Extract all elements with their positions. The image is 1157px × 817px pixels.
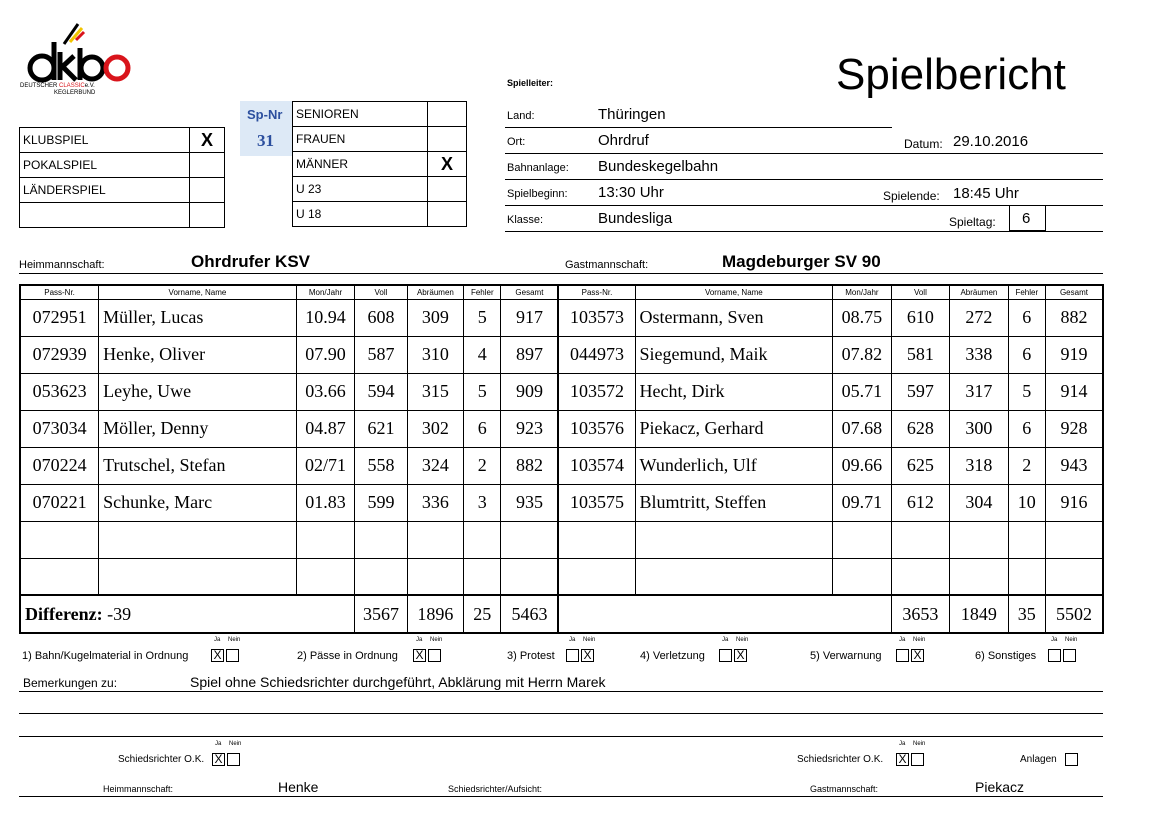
type-mark[interactable] [190, 203, 225, 228]
check-ja-checkbox[interactable] [566, 649, 579, 662]
ja-label: Ja [1051, 637, 1058, 643]
home-fehler-cell[interactable] [464, 521, 501, 558]
guest-voll-cell[interactable] [891, 558, 949, 595]
home-abraeumen-cell[interactable]: 302 [407, 410, 463, 447]
guest-monjahr-cell[interactable]: 07.68 [833, 410, 891, 447]
guest-name-cell[interactable]: Wunderlich, Ulf [635, 447, 833, 484]
home-pass-cell[interactable]: 073034 [20, 410, 99, 447]
home-pass-cell[interactable] [20, 521, 99, 558]
home-abraeumen-cell[interactable]: 309 [407, 299, 463, 336]
guest-monjahr-cell[interactable]: 07.82 [833, 336, 891, 373]
guest-gesamt-cell[interactable]: 916 [1045, 484, 1103, 521]
category-mark[interactable] [428, 127, 467, 152]
guest-voll-cell[interactable]: 628 [891, 410, 949, 447]
guest-pass-cell[interactable]: 103576 [558, 410, 635, 447]
land-value[interactable]: Thüringen [598, 106, 666, 123]
home-monjahr-cell[interactable]: 04.87 [296, 410, 354, 447]
table-row [20, 521, 1103, 558]
ja-label: Ja [214, 637, 221, 643]
table-row [20, 484, 1103, 521]
guest-voll-cell[interactable]: 581 [891, 336, 949, 373]
category-label: MÄNNER [293, 152, 428, 177]
guest-name-cell[interactable]: Ostermann, Sven [635, 299, 833, 336]
land-label: Land: [507, 110, 535, 122]
category-mark[interactable] [428, 102, 467, 127]
home-fehler-cell[interactable]: 5 [464, 373, 501, 410]
guest-abraeumen-cell[interactable]: 300 [950, 410, 1008, 447]
home-pass-cell[interactable] [20, 558, 99, 595]
home-abraeumen-cell[interactable]: 310 [407, 336, 463, 373]
beginn-label: Spielbeginn: [507, 188, 568, 200]
klasse-value[interactable]: Bundesliga [598, 210, 673, 227]
guest-total-spacer [558, 595, 891, 633]
guest-gesamt-cell[interactable] [1045, 558, 1103, 595]
table-row [20, 373, 1103, 410]
spnr-value: 31 [257, 131, 274, 150]
guest-pass-cell[interactable]: 103574 [558, 447, 635, 484]
ende-label: Spielende: [883, 189, 940, 203]
home-voll-cell[interactable] [355, 521, 407, 558]
spnr-label: Sp-Nr [247, 107, 283, 122]
footer-sr-label: Schiedsrichter/Aufsicht: [448, 784, 543, 794]
home-name-cell[interactable] [99, 521, 297, 558]
guest-name-cell[interactable]: Blumtritt, Steffen [635, 484, 833, 521]
guest-monjahr-cell[interactable]: 09.66 [833, 447, 891, 484]
check-label: 6) Sonstiges [975, 650, 1037, 662]
home-name-cell[interactable]: Henke, Oliver [99, 336, 297, 373]
home-monjahr-cell[interactable]: 01.83 [296, 484, 354, 521]
home-voll-cell[interactable]: 594 [355, 373, 407, 410]
check-label: 1) Bahn/Kugelmaterial in Ordnung [22, 650, 189, 662]
home-abraeumen-cell[interactable] [407, 521, 463, 558]
guest-total-voll[interactable]: 3653 [891, 595, 949, 633]
guest-abraeumen-cell[interactable] [950, 521, 1008, 558]
diff-label: Differenz: [25, 603, 103, 624]
totals-row [20, 595, 1103, 633]
home-team-name[interactable]: Ohrdrufer KSV [191, 252, 311, 271]
guest-abraeumen-cell[interactable]: 317 [950, 373, 1008, 410]
home-abraeumen-cell[interactable] [407, 558, 463, 595]
col-header: Vorname, Name [99, 285, 297, 299]
table-row [20, 558, 1103, 595]
type-label: POKALSPIEL [20, 153, 190, 178]
ja-label: Ja [215, 741, 222, 747]
sr-ok-right-nein-checkbox[interactable] [911, 753, 924, 766]
guest-pass-cell[interactable]: 103575 [558, 484, 635, 521]
guest-pass-cell[interactable]: 044973 [558, 336, 635, 373]
col-header: Pass-Nr. [558, 285, 635, 299]
col-header: Gesamt [1045, 285, 1103, 299]
col-header: Mon/Jahr [296, 285, 354, 299]
home-total-fehler[interactable]: 25 [464, 595, 501, 633]
remarks-label: Bemerkungen zu: [23, 676, 118, 690]
nein-label: Nein [228, 637, 241, 643]
check-ja-checkbox[interactable]: X [211, 649, 224, 662]
home-monjahr-cell[interactable] [296, 558, 354, 595]
datum-label: Datum: [904, 137, 943, 151]
guest-total-abraeumen[interactable]: 1849 [950, 595, 1008, 633]
guest-total-gesamt[interactable]: 5502 [1045, 595, 1103, 633]
category-mark[interactable] [428, 202, 467, 227]
home-gesamt-cell[interactable]: 882 [501, 447, 558, 484]
sr-ok-left-nein-checkbox[interactable] [227, 753, 240, 766]
nein-label: Nein [229, 741, 242, 747]
home-monjahr-cell[interactable]: 02/71 [296, 447, 354, 484]
type-mark[interactable] [190, 153, 225, 178]
nein-label: Nein [913, 637, 926, 643]
home-abraeumen-cell[interactable]: 324 [407, 447, 463, 484]
home-pass-cell[interactable]: 072951 [20, 299, 99, 336]
checks-row [0, 636, 1157, 666]
nein-label: Nein [913, 741, 926, 747]
guest-name-cell[interactable] [635, 558, 833, 595]
col-header: Voll [891, 285, 949, 299]
footer-guest-sign[interactable]: Piekacz [975, 779, 1025, 795]
footer-guest-label: Gastmannschaft: [810, 784, 879, 794]
col-header: Abräumen [407, 285, 463, 299]
home-fehler-cell[interactable]: 6 [464, 410, 501, 447]
guest-name-cell[interactable] [635, 521, 833, 558]
check-nein-checkbox[interactable] [226, 649, 239, 662]
game-type-table [19, 127, 225, 228]
guest-abraeumen-cell[interactable] [950, 558, 1008, 595]
klasse-label: Klasse: [507, 214, 544, 226]
guest-team-label: Gastmannschaft: [565, 259, 649, 271]
home-name-cell[interactable]: Möller, Denny [99, 410, 297, 447]
type-label [20, 203, 190, 228]
home-voll-cell[interactable]: 587 [355, 336, 407, 373]
guest-voll-cell[interactable]: 625 [891, 447, 949, 484]
home-fehler-cell[interactable] [464, 558, 501, 595]
home-gesamt-cell[interactable]: 909 [501, 373, 558, 410]
home-name-cell[interactable]: Trutschel, Stefan [99, 447, 297, 484]
home-monjahr-cell[interactable] [296, 521, 354, 558]
footer-home-label: Heimmannschaft: [103, 784, 174, 794]
col-header: Vorname, Name [635, 285, 833, 299]
nein-label: Nein [430, 637, 443, 643]
guest-abraeumen-cell[interactable]: 338 [950, 336, 1008, 373]
ja-label: Ja [416, 637, 423, 643]
ort-label: Ort: [507, 136, 526, 148]
type-mark[interactable] [190, 178, 225, 203]
home-pass-cell[interactable]: 072939 [20, 336, 99, 373]
guest-monjahr-cell[interactable] [833, 521, 891, 558]
guest-monjahr-cell[interactable]: 05.71 [833, 373, 891, 410]
home-monjahr-cell[interactable]: 07.90 [296, 336, 354, 373]
col-header: Fehler [1008, 285, 1045, 299]
guest-fehler-cell[interactable]: 6 [1008, 299, 1045, 336]
check-label: 5) Verwarnung [810, 650, 882, 662]
home-monjahr-cell[interactable]: 10.94 [296, 299, 354, 336]
table-row [20, 299, 1103, 336]
guest-voll-cell[interactable]: 612 [891, 484, 949, 521]
guest-total-fehler[interactable]: 35 [1008, 595, 1045, 633]
category-table [292, 101, 467, 227]
col-header: Gesamt [501, 285, 558, 299]
spieltag-value[interactable]: 6 [1022, 210, 1031, 227]
home-name-cell[interactable]: Schunke, Marc [99, 484, 297, 521]
bahn-label: Bahnanlage: [507, 162, 569, 174]
table-row [20, 410, 1103, 447]
category-label: U 23 [293, 177, 428, 202]
logo-text-2: CLASSIC [59, 83, 85, 89]
home-total-gesamt[interactable]: 5463 [501, 595, 558, 633]
col-header: Fehler [464, 285, 501, 299]
guest-voll-cell[interactable]: 610 [891, 299, 949, 336]
home-voll-cell[interactable]: 608 [355, 299, 407, 336]
sr-ok-left-label: Schiedsrichter O.K. [118, 754, 205, 765]
nein-label: Nein [583, 637, 596, 643]
page-title: Spielbericht [836, 50, 1066, 99]
check-label: 2) Pässe in Ordnung [297, 650, 398, 662]
spieltag-label: Spieltag: [949, 215, 996, 229]
ort-value[interactable]: Ohrdruf [598, 132, 649, 149]
guest-fehler-cell[interactable]: 6 [1008, 336, 1045, 373]
guest-pass-cell[interactable] [558, 521, 635, 558]
diff-value[interactable]: -39 [107, 603, 132, 624]
sr-ok-left-ja-checkbox[interactable]: X [212, 753, 225, 766]
guest-pass-cell[interactable]: 103573 [558, 299, 635, 336]
home-fehler-cell[interactable]: 5 [464, 299, 501, 336]
home-gesamt-cell[interactable]: 935 [501, 484, 558, 521]
check-nein-checkbox[interactable]: X [734, 649, 747, 662]
anlagen-checkbox[interactable] [1065, 753, 1078, 766]
home-gesamt-cell[interactable] [501, 521, 558, 558]
home-name-cell[interactable]: Leyhe, Uwe [99, 373, 297, 410]
check-label: 4) Verletzung [640, 650, 705, 662]
home-team-label: Heimmannschaft: [19, 259, 105, 271]
home-abraeumen-cell[interactable]: 315 [407, 373, 463, 410]
check-nein-checkbox[interactable] [428, 649, 441, 662]
logo-text-3: e.V. [84, 83, 95, 89]
home-pass-cell[interactable]: 070221 [20, 484, 99, 521]
logo-text-1: DEUTSCHER [20, 83, 58, 89]
guest-gesamt-cell[interactable] [1045, 521, 1103, 558]
home-total-abraeumen[interactable]: 1896 [407, 595, 463, 633]
col-header: Mon/Jahr [833, 285, 891, 299]
guest-gesamt-cell[interactable]: 914 [1045, 373, 1103, 410]
sr-ok-right-label: Schiedsrichter O.K. [797, 754, 884, 765]
anlagen-label: Anlagen [1020, 754, 1057, 765]
guest-monjahr-cell[interactable]: 09.71 [833, 484, 891, 521]
home-voll-cell[interactable]: 558 [355, 447, 407, 484]
guest-fehler-cell[interactable] [1008, 521, 1045, 558]
category-mark[interactable] [428, 177, 467, 202]
guest-fehler-cell[interactable] [1008, 558, 1045, 595]
guest-abraeumen-cell[interactable]: 318 [950, 447, 1008, 484]
col-header: Voll [355, 285, 407, 299]
remarks-text[interactable]: Spiel ohne Schiedsrichter durchgeführt, Abklärung mit Herrn Marek [190, 674, 606, 690]
home-total-voll[interactable]: 3567 [355, 595, 407, 633]
type-mark[interactable]: X [190, 128, 225, 153]
home-name-cell[interactable] [99, 558, 297, 595]
logo-text-4: KEGLERBUND [54, 90, 96, 96]
category-mark[interactable]: X [428, 152, 467, 177]
check-nein-checkbox[interactable] [1063, 649, 1076, 662]
guest-pass-cell[interactable]: 103572 [558, 373, 635, 410]
home-fehler-cell[interactable]: 3 [464, 484, 501, 521]
sr-ok-right-ja-checkbox[interactable]: X [896, 753, 909, 766]
home-name-cell[interactable]: Müller, Lucas [99, 299, 297, 336]
nein-label: Nein [736, 637, 749, 643]
home-monjahr-cell[interactable]: 03.66 [296, 373, 354, 410]
guest-name-cell[interactable]: Hecht, Dirk [635, 373, 833, 410]
category-label: U 18 [293, 202, 428, 227]
guest-fehler-cell[interactable]: 10 [1008, 484, 1045, 521]
results-table [19, 284, 1104, 634]
footer-home-sign[interactable]: Henke [278, 779, 319, 795]
type-label: KLUBSPIEL [20, 128, 190, 153]
beginn-value[interactable]: 13:30 Uhr [598, 184, 664, 201]
col-header: Abräumen [950, 285, 1008, 299]
guest-monjahr-cell[interactable]: 08.75 [833, 299, 891, 336]
category-label: SENIOREN [293, 102, 428, 127]
table-row [20, 336, 1103, 373]
type-label: LÄNDERSPIEL [20, 178, 190, 203]
check-nein-checkbox[interactable]: X [911, 649, 924, 662]
bahn-value[interactable]: Bundeskegelbahn [598, 158, 719, 175]
check-nein-checkbox[interactable]: X [581, 649, 594, 662]
check-ja-checkbox[interactable] [896, 649, 909, 662]
guest-gesamt-cell[interactable]: 943 [1045, 447, 1103, 484]
table-row [20, 447, 1103, 484]
guest-abraeumen-cell[interactable]: 304 [950, 484, 1008, 521]
guest-abraeumen-cell[interactable]: 272 [950, 299, 1008, 336]
guest-fehler-cell[interactable]: 2 [1008, 447, 1045, 484]
home-pass-cell[interactable]: 070224 [20, 447, 99, 484]
guest-name-cell[interactable]: Piekacz, Gerhard [635, 410, 833, 447]
spielleiter-label: Spielleiter: [507, 78, 554, 88]
check-label: 3) Protest [507, 650, 555, 662]
guest-monjahr-cell[interactable] [833, 558, 891, 595]
guest-voll-cell[interactable]: 597 [891, 373, 949, 410]
guest-pass-cell[interactable] [558, 558, 635, 595]
home-gesamt-cell[interactable] [501, 558, 558, 595]
home-gesamt-cell[interactable]: 897 [501, 336, 558, 373]
ende-value[interactable]: 18:45 Uhr [953, 185, 1019, 202]
guest-name-cell[interactable]: Siegemund, Maik [635, 336, 833, 373]
dkbc-logo [20, 22, 135, 100]
guest-gesamt-cell[interactable]: 919 [1045, 336, 1103, 373]
guest-gesamt-cell[interactable]: 928 [1045, 410, 1103, 447]
ja-label: Ja [569, 637, 576, 643]
home-fehler-cell[interactable]: 2 [464, 447, 501, 484]
home-pass-cell[interactable]: 053623 [20, 373, 99, 410]
category-label: FRAUEN [293, 127, 428, 152]
home-gesamt-cell[interactable]: 923 [501, 410, 558, 447]
table-header [20, 285, 1103, 299]
ja-label: Ja [899, 637, 906, 643]
home-voll-cell[interactable] [355, 558, 407, 595]
nein-label: Nein [1065, 637, 1078, 643]
guest-team-name[interactable]: Magdeburger SV 90 [722, 252, 881, 271]
home-fehler-cell[interactable]: 4 [464, 336, 501, 373]
home-gesamt-cell[interactable]: 917 [501, 299, 558, 336]
guest-fehler-cell[interactable]: 5 [1008, 373, 1045, 410]
guest-gesamt-cell[interactable]: 882 [1045, 299, 1103, 336]
home-abraeumen-cell[interactable]: 336 [407, 484, 463, 521]
home-voll-cell[interactable]: 621 [355, 410, 407, 447]
col-header: Pass-Nr. [20, 285, 99, 299]
guest-voll-cell[interactable] [891, 521, 949, 558]
datum-value[interactable]: 29.10.2016 [953, 133, 1029, 150]
check-ja-checkbox[interactable]: X [413, 649, 426, 662]
check-ja-checkbox[interactable] [719, 649, 732, 662]
check-ja-checkbox[interactable] [1048, 649, 1061, 662]
ja-label: Ja [722, 637, 729, 643]
guest-fehler-cell[interactable]: 6 [1008, 410, 1045, 447]
ja-label: Ja [899, 741, 906, 747]
home-voll-cell[interactable]: 599 [355, 484, 407, 521]
